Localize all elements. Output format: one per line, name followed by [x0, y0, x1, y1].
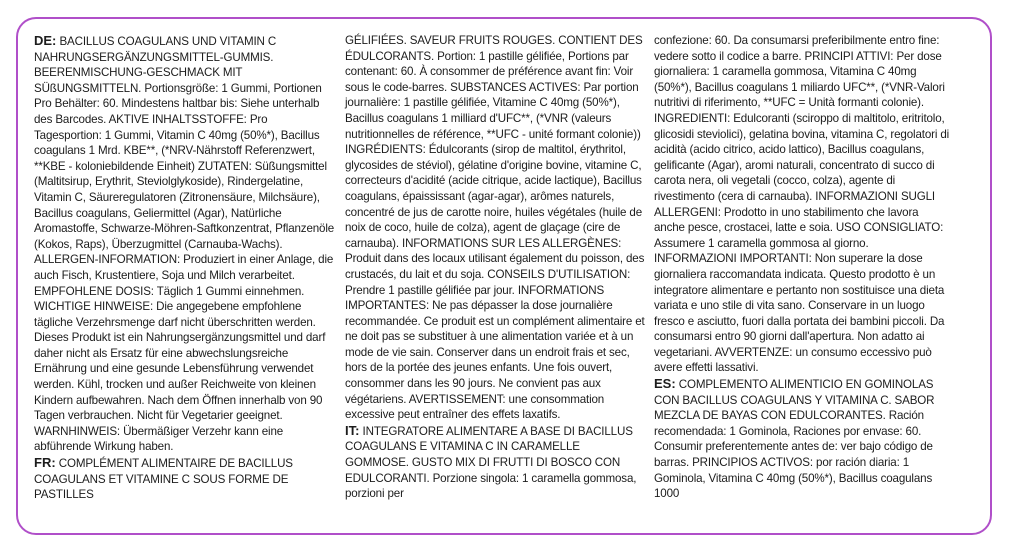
section-fr-text-a: COMPLÉMENT ALIMENTAIRE DE BACILLUS COAGULANS ET VITAMINE C SOUS FORME DE PASTILLES: [34, 457, 293, 502]
language-code-it: IT:: [345, 422, 360, 438]
section-fr-continued: [345, 33, 645, 423]
language-code-fr: FR:: [34, 455, 56, 471]
language-code-es: ES:: [654, 376, 676, 392]
section-it-text-b: confezione: 60. Da consumarsi preferibilmente entro fine: vedere sotto il codice a barre. PRINCIPI ATTIVI: Per dose giornaliera: 1 caramella gommosa, Vitamina C 40mg (50%*), Bacillus coagulans 1 miliardo UFC**, (*VNR-Valori nutritivi di riferimento, **UFC = Unità formanti colonie). INGREDIENTI: Edulcoranti (sciroppo di maltitolo, eritritolo, glicosidi steviolici), gelatina bovina, vitamina C, regolatori di acidità (acido citrico, acido lattico), Bacillus coagulans, gelificante (Agar), aromi naturali, concentrato di succo di carota nera, oli vegetali (cocco, colza), agente di rivestimento (cera di carnauba). INFORMAZIONI SUGLI ALLERGENI: Prodotto in uno stabilimento che lavora anche pesce, crostacei, latte e soia. USO CONSIGLIATO: Assumere 1 caramella gommosa al giorno. INFORMAZIONI IMPORTANTI: Non superare la dose giornaliera raccomandata indicata. Questo prodotto è un integratore alimentare e pertanto non sostituisce una dieta variata e uno stile di vita sano. Conservare in un luogo fresco e asciutto, fuori dalla portata dei bambini piccoli. Da consumarsi entro 90 giorni dall'apertura. Non adatto ai vegetariani. AVVERTENZE: un consumo eccessivo può avere effetti lassativi.: [654, 34, 950, 375]
text-column-1: [34, 33, 336, 503]
language-code-de: DE:: [34, 33, 57, 48]
section-it-text-a: INTEGRATORE ALIMENTARE A BASE DI BACILLUS COAGULANS E VITAMINA C IN CARAMELLE GOMMOSE. GUSTO MIX DI FRUTTI DI BOSCO CON EDULCORANTI. Porzione singola: 1 caramella gommosa, porzioni per: [345, 424, 637, 501]
section-fr-text-b: GÉLIFIÉES. SAVEUR FRUITS ROUGES. CONTIENT DES ÉDULCORANTS. Portion: 1 pastille gélifiée, Portions par contenant: 60. À consommer de préférence avant fin: Voir sous le code-barres. SUBSTANCES ACTIVES: Par portion journalière: 1 pastille gélifiée, Vitamine C 40mg (50%*), Bacillus coagulans 1 milliard d'UFC**, (*VNR (valeurs nutritionnelles de référence, **UFC - unité formant colonie)) INGRÉDIENTS: Édulcorants (sirop de maltitol, érythritol, glycosides de stéviol), gélatine d'origine bovine, vitamine C, correcteurs d'acidité (acide citrique, acide lactique), Bacillus coagulans, épaississant (agar-agar), arômes naturels, concentré de jus de carotte noire, huiles végétales (huile de noix de coco, huile de colza), agent de glaçage (cire de carnauba). INFORMATIONS SUR LES ALLERGÈNES: Produit dans des locaux utilisant également du poisson, des crustacés, du lait et du soja. CONSEILS D'UTILISATION: Prendre 1 pastille gélifiée par jour. INFORMATIONS IMPORTANTES: Ne pas dépasser la dose journalière recommandée. Ce produit est un complément alimentaire et ne doit pas se substituer à une alimentation variée et à un mode de vie sain. Conserver dans un endroit frais et sec, hors de la portée des jeunes enfants. Une fois ouvert, consommer dans les 90 jours. Ne convient pas aux végétariens. AVERTISSEMENT: une consommation excessive peut entraîner des effets laxatifs.: [345, 34, 645, 422]
section-es-text: COMPLEMENTO ALIMENTICIO EN GOMINOLAS CON BACILLUS COAGULANS Y VITAMINA C. SABOR MEZCLA DE BAYAS CON EDULCORANTES. Ración recomendada: 1 Gominola, Raciones por envase: 60. Consumir preferentemente antes de: ver bajo código de barras. PRINCIPIOS ACTIVOS: por ración diaria: 1 Gominola, Vitamina C 40mg (50%*), Bacillus coagulans 1000: [654, 378, 935, 501]
section-it-start: [345, 423, 645, 502]
section-es: [654, 376, 952, 502]
text-column-3: [654, 33, 952, 502]
text-column-2: [345, 33, 645, 502]
section-it-continued: [654, 33, 952, 376]
section-fr-start: [34, 455, 336, 503]
section-de: [34, 33, 336, 455]
section-de-text: BACILLUS COAGULANS UND VITAMIN C NAHRUNGSERGÄNZUNGSMITTEL-GUMMIS. BEERENMISCHUNG-GESCHMACK MIT SÜßUNGSMITTELN. Portionsgröße: 1 Gummi, Portionen Pro Behälter: 60. Mindestens haltbar bis: Siehe unterhalb des Barcodes. AKTIVE INHALTSSTOFFE: Pro Tagesportion: 1 Gummi, Vitamin C 40mg (50%*), Bacillus coagulans 1 Mrd. KBE**, (*NRV-Nährstoff Referenzwert, **KBE - koloniebildende Einheit) ZUTATEN: Süßungsmittel (Maltitsirup, Erythrit, Steviolglykoside), Rindergelatine, Vitamin C, Säureregulatoren (Zitronensäure, Milchsäure), Bacillus coagulans, Geliermittel (Agar), Natürliche Aromastoffe, Schwarze-Möhren-Saftkonzentrat, Pflanzenöle (Kokos, Raps), Überzugmittel (Carnauba-Wachs). ALLERGEN-INFORMATION: Produziert in einer Anlage, die auch Fisch, Krustentiere, Soja und Milch verarbeitet. EMPFOHLENE DOSIS: Täglich 1 Gummi einnehmen. WICHTIGE HINWEISE: Die angegebene empfohlene tägliche Verzehrsmenge darf nicht überschritten werden. Dieses Produkt ist ein Nahrungsergänzungsmittel und darf daher nicht als Ersatz für eine abwechslungsreiche Ernährung und eine gesunde Lebensführung verwendet werden. Kühl, trocken und außer Reichweite von kleinen Kindern aufbewahren. Nach dem Öffnen innerhalb von 90 Tagen verbrauchen. Nicht für Vegetarier geeignet. WARNHINWEIS: Übermäßiger Verzehr kann eine abführende Wirkung haben.: [34, 35, 335, 454]
